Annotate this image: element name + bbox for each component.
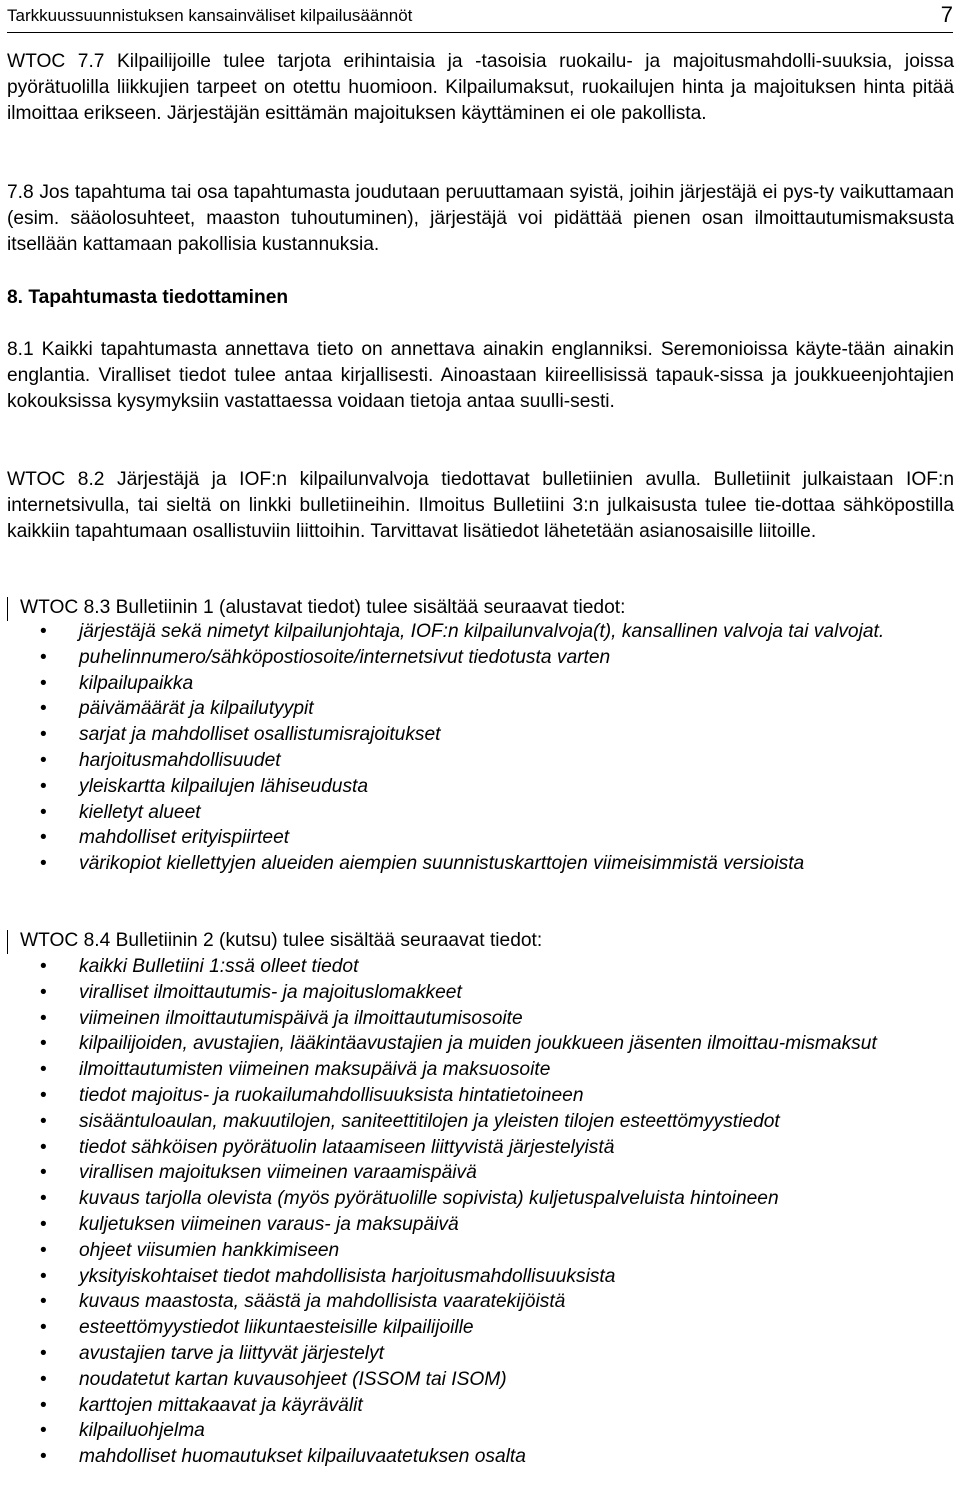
list-item-text: virallisen majoituksen viimeinen varaamispäivä [79,1162,477,1184]
paragraph-7-7: WTOC 7.7 Kilpailijoille tulee tarjota erihintaisia ja -tasoisia ruokailu- ja majoitusmahdolli-suuksia, joissa pyörätuolilla liikkujien tarpeet on otettu huomioon. Kilpailumaksut, ruokailujen hinta ja majoituksen hinta pitää ilmoittaa erikseen. Järjestäjän esittämän majoituksen käyttäminen ei ole pakollista. [7,51,954,124]
bullet-icon: • [40,646,47,668]
list-item [0,800,955,826]
list-item-text: kuvaus maastosta, säästä ja mahdollisista vaaratekijöistä [79,1291,566,1313]
list-item [0,1006,955,1032]
paragraph-8-4-intro: WTOC 8.4 Bulletiinin 2 (kutsu) tulee sisältää seuraavat tiedot: [20,930,543,951]
list-item [0,1393,955,1419]
list-item [0,1264,955,1290]
header-title: Tarkkuussuunnistuksen kansainväliset kilpailusäännöt [7,6,413,25]
bullet-icon: • [40,827,47,849]
bullet-icon: • [40,1136,47,1158]
bullet-icon: • [40,724,47,746]
list-item-text: avustajien tarve ja liittyvät järjestelyt [79,1342,384,1364]
bullet-icon: • [40,853,47,875]
page-header [7,2,953,34]
list-item [0,1289,955,1315]
list-item [0,1109,955,1135]
paragraph-8-2: WTOC 8.2 Järjestäjä ja IOF:n kilpailunvalvoja tiedottavat bulletiinien avulla. Bulletiinit julkaistaan IOF:n internetsivulla, tai sieltä on linkki bulletiineihin. Ilmoitus Bulletiini 3:n julkaisusta tulee tie-dottaa sähköpostilla kaikkiin tapahtumaan osallistuviin liittoihin. Tarvittavat lisätiedot lähetetään asianosaisille liitoille. [7,469,954,542]
section-heading-8: 8. Tapahtumasta tiedottaminen [7,287,289,308]
list-item-text: karttojen mittakaavat ja käyrävälit [79,1394,363,1416]
list-item-text: kielletyt alueet [79,801,201,823]
page-number: 7 [940,2,953,27]
list-item-text: värikopiot kiellettyjen alueiden aiempien suunnistuskarttojen viimeisimmistä versioista [79,853,805,875]
list-item [0,774,955,800]
list-item-text: mahdolliset erityispiirteet [79,827,290,849]
bullet-icon: • [40,1394,47,1416]
bullet-icon: • [40,1110,47,1132]
list-item [0,825,955,851]
list-item-text: kilpailupaikka [79,672,194,694]
list-item-text: mahdolliset huomautukset kilpailuvaatetuksen osalta [79,1446,526,1468]
bullet-icon: • [40,1084,47,1106]
bullet-icon: • [40,1059,47,1081]
list-item-text: kuvaus tarjolla olevista (myös pyörätuolille sopivista) kuljetuspalveluista hintoineen [79,1188,779,1210]
revision-bar [7,930,8,954]
bulletin-1-list [0,619,960,877]
bullet-icon: • [40,698,47,720]
list-item [0,645,955,671]
header-rule [7,32,953,33]
list-item [0,619,955,645]
bullet-icon: • [40,1368,47,1390]
bulletin-2-list [0,954,960,1470]
bullet-icon: • [40,749,47,771]
list-item-text: kaikki Bulletiini 1:ssä olleet tiedot [79,956,359,977]
list-item [0,1083,955,1109]
list-item [0,1186,955,1212]
bullet-icon: • [40,981,47,1003]
list-item-text: sisääntuloaulan, makuutilojen, saniteettitilojen ja yleisten tilojen esteettömyystiedot [79,1110,780,1132]
bullet-icon: • [40,1033,47,1055]
list-item [0,1418,955,1444]
list-item [0,1031,955,1057]
list-item [0,748,955,774]
list-item-text: kilpailuohjelma [79,1420,205,1442]
list-item-text: yleiskartta kilpailujen lähiseudusta [79,775,369,797]
bullet-icon: • [40,1007,47,1029]
bullet-icon: • [40,1213,47,1235]
paragraph-8-1: 8.1 Kaikki tapahtumasta annettava tieto on annettava ainakin englanniksi. Seremonioissa käyte-tään ainakin englantia. Viralliset tiedot tulee antaa kirjallisesti. Ainoastaan kiireellisissä tapauk-sissa ja joukkueenjohtajien kokouksissa kysymyksiin vastattaessa voidaan tietoja antaa suulli-sesti. [7,339,954,412]
list-item [0,1135,955,1161]
revision-bar [7,597,8,621]
list-item-text: tiedot majoitus- ja ruokailumahdollisuuksista hintatietoineen [79,1084,584,1106]
list-item [0,1160,955,1186]
paragraph-8-3-intro: WTOC 8.3 Bulletiinin 1 (alustavat tiedot) tulee sisältää seuraavat tiedot: [20,597,626,618]
list-item [0,722,955,748]
list-item-text: noudatetut kartan kuvausohjeet (ISSOM tai ISOM) [79,1368,507,1390]
list-item [0,954,955,980]
list-item [0,1367,955,1393]
bullet-icon: • [40,1162,47,1184]
list-item [0,980,955,1006]
list-item-text: yksityiskohtaiset tiedot mahdollisista harjoitusmahdollisuuksista [79,1265,616,1287]
bullet-icon: • [40,1291,47,1313]
bullet-icon: • [40,621,47,642]
list-item-text: harjoitusmahdollisuudet [79,749,281,771]
bullet-icon: • [40,1317,47,1339]
list-item-text: järjestäjä sekä nimetyt kilpailunjohtaja, IOF:n kilpailunvalvoja(t), kansallinen valvoja tai valvojat. [79,621,885,642]
list-item-text: puhelinnumero/sähköpostiosoite/internetsivut tiedotusta varten [79,646,611,668]
bullet-icon: • [40,1420,47,1442]
list-item [0,1057,955,1083]
bullet-icon: • [40,956,47,977]
list-item-text: esteettömyystiedot liikuntaesteisille kilpailijoille [79,1317,474,1339]
list-item-text: päivämäärät ja kilpailutyypit [79,698,314,720]
list-item-text: tiedot sähköisen pyörätuolin lataamiseen liittyvistä järjestelyistä [79,1136,615,1158]
bullet-icon: • [40,1446,47,1468]
list-item-text: kilpailijoiden, avustajien, lääkintäavustajien ja muiden joukkueen jäsenten ilmoittau-mismaksut [79,1033,877,1055]
bullet-icon: • [40,672,47,694]
list-item-text: ilmoittautumisten viimeinen maksupäivä ja maksuosoite [79,1059,551,1081]
list-item-text: kuljetuksen viimeinen varaus- ja maksupäivä [79,1213,459,1235]
list-item [0,1238,955,1264]
list-item-text: viralliset ilmoittautumis- ja majoituslomakkeet [79,981,462,1003]
bullet-icon: • [40,1265,47,1287]
bullet-icon: • [40,801,47,823]
bullet-icon: • [40,1188,47,1210]
list-item [0,1341,955,1367]
list-item [0,671,955,697]
bullet-icon: • [40,775,47,797]
paragraph-7-8: 7.8 Jos tapahtuma tai osa tapahtumasta joudutaan peruuttamaan syistä, joihin järjestäjä ei pys-ty vaikuttamaan (esim. sääolosuhteet, maaston tuhoutuminen), järjestäjä voi pidättää pienen osan ilmoittautumismaksusta itsellään kattamaan pakollisia kustannuksia. [7,182,954,255]
list-item [0,1444,955,1470]
bullet-icon: • [40,1239,47,1261]
list-item-text: ohjeet viisumien hankkimiseen [79,1239,340,1261]
list-item [0,696,955,722]
list-item [0,1212,955,1238]
list-item-text: viimeinen ilmoittautumispäivä ja ilmoittautumisosoite [79,1007,523,1029]
list-item-text: sarjat ja mahdolliset osallistumisrajoitukset [79,724,441,746]
list-item [0,851,955,877]
bullet-icon: • [40,1342,47,1364]
list-item [0,1315,955,1341]
